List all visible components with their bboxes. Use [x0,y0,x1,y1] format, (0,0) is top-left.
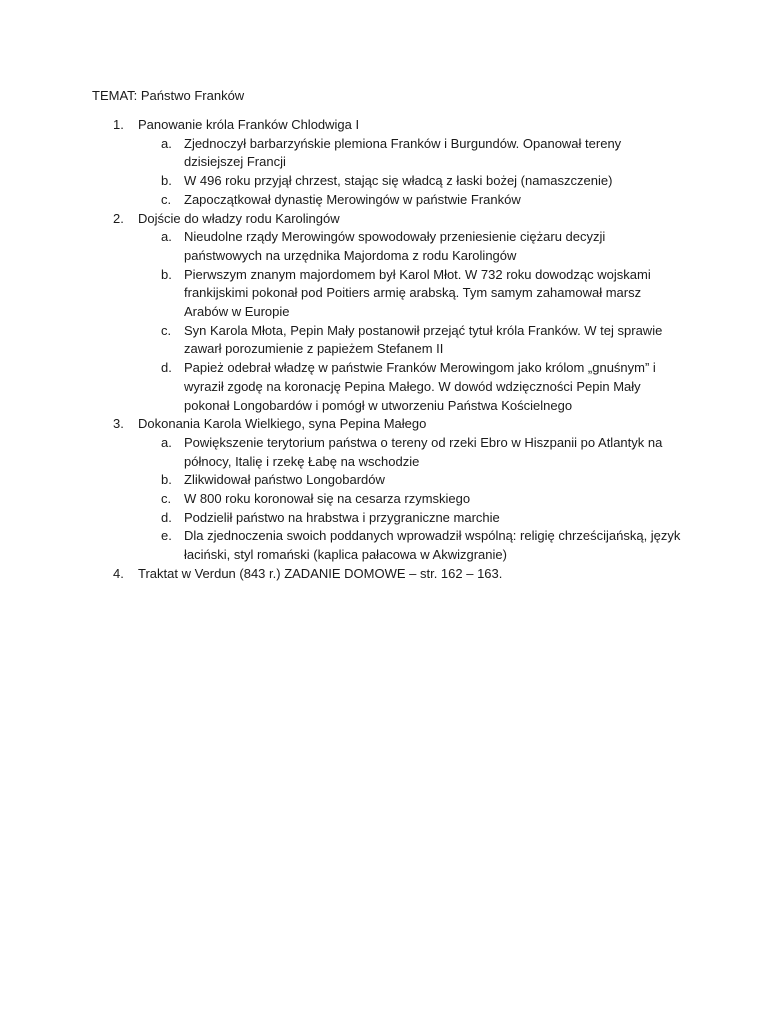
sub-list-line: Pierwszym znanym majordomem był Karol Młot. W 732 roku dowodząc wojskami [184,266,651,282]
sub-list-line: Powiększenie terytorium państwa o tereny od rzeki Ebro w Hiszpanii po Atlantyk na [184,434,663,450]
sub-list-letter: a. [161,229,172,245]
sub-list-letter: b. [161,173,172,189]
sub-list-line: Papież odebrał władzę w państwie Franków Merowingom jako królom „gnuśnym” i [184,360,656,376]
sub-list-line: zawarł porozumienie z papieżem Stefanem II [184,341,444,357]
list-item-text: Dokonania Karola Wielkiego, syna Pepina Małego [138,416,427,432]
sub-list-line: frankijskimi pokonał pod Poitiers armię arabską. Tym samym zahamował marsz [184,285,642,301]
sub-list-letter: e. [161,528,172,544]
sub-list-letter: a. [161,434,172,450]
sub-list-item [0,509,768,528]
sub-list-line: łaciński, styl romański (kaplica pałacowa w Akwizgranie) [184,547,507,563]
sub-list-item [0,359,768,415]
list-item-number: 3. [113,416,124,432]
sub-list-item [0,471,768,490]
list-item [0,565,768,584]
sub-list-line: państwowych na urzędnika Majordoma z rodu Karolingów [184,247,517,263]
sub-list-line: W 800 roku koronował się na cesarza rzymskiego [184,491,471,507]
sub-list-item [0,490,768,509]
sub-list-letter: b. [161,266,172,282]
sub-list-item [0,527,768,564]
sub-list-line: dzisiejszej Francji [184,154,286,170]
sub-list-line: Dla zjednoczenia swoich poddanych wprowadził wspólną: religię chrześcijańską, język [184,528,681,544]
sub-list-line: Zapoczątkował dynastię Merowingów w państwie Franków [184,191,521,207]
list-item-text: Dojście do władzy rodu Karolingów [138,210,340,226]
sub-list-letter: c. [161,322,172,338]
list-item-number: 2. [113,210,124,226]
sub-list-item [0,266,768,322]
sub-list-line: pokonał Longobardów i pomógł w utworzeniu Państwa Kościelnego [184,397,573,413]
sub-list-letter: b. [161,472,172,488]
sub-list-item [0,172,768,191]
sub-list-line: Nieudolne rządy Merowingów spowodowały przeniesienie ciężaru decyzji [184,229,606,245]
sub-list-item [0,191,768,210]
list-item [0,116,768,210]
list-item-text: Panowanie króla Franków Chlodwiga I [138,117,360,132]
sub-list-item [0,434,768,471]
sub-list-line: Syn Karola Młota, Pepin Mały postanowił przejąć tytuł króla Franków. W tej sprawie [184,322,663,338]
sub-list-line: północy, Italię i rzekę Łabę na wschodzie [184,453,420,469]
sub-list-line: Zlikwidował państwo Longobardów [184,472,385,488]
list-item-number: 1. [113,117,124,132]
numbered-outline [0,116,768,584]
sub-list-item [0,135,768,172]
sub-list-letter: a. [161,135,172,151]
list-item-text: Traktat w Verdun (843 r.) ZADANIE DOMOWE – str. 162 – 163. [138,565,503,581]
sub-list-item [0,228,768,265]
sub-list-letter: d. [161,360,172,376]
list-item [0,210,768,416]
sub-list-item [0,322,768,359]
sub-list-line: W 496 roku przyjął chrzest, stając się władcą z łaski bożej (namaszczenie) [184,173,613,189]
list-item-number: 4. [113,565,124,581]
sub-list-letter: c. [161,191,172,207]
document-title: TEMAT: Państwo Franków [92,88,245,103]
sub-list-line: Arabów w Europie [184,304,290,319]
sub-list-line: Podzielił państwo na hrabstwa i przygraniczne marchie [184,509,500,525]
list-item [0,415,768,565]
sub-list-letter: c. [161,491,172,507]
sub-list-line: Zjednoczył barbarzyńskie plemiona Franków i Burgundów. Opanował tereny [184,135,622,151]
sub-list-line: wyraził zgodę na koronację Pepina Małego. W dowód wdzięczności Pepin Mały [184,378,641,394]
sub-list-letter: d. [161,509,172,525]
